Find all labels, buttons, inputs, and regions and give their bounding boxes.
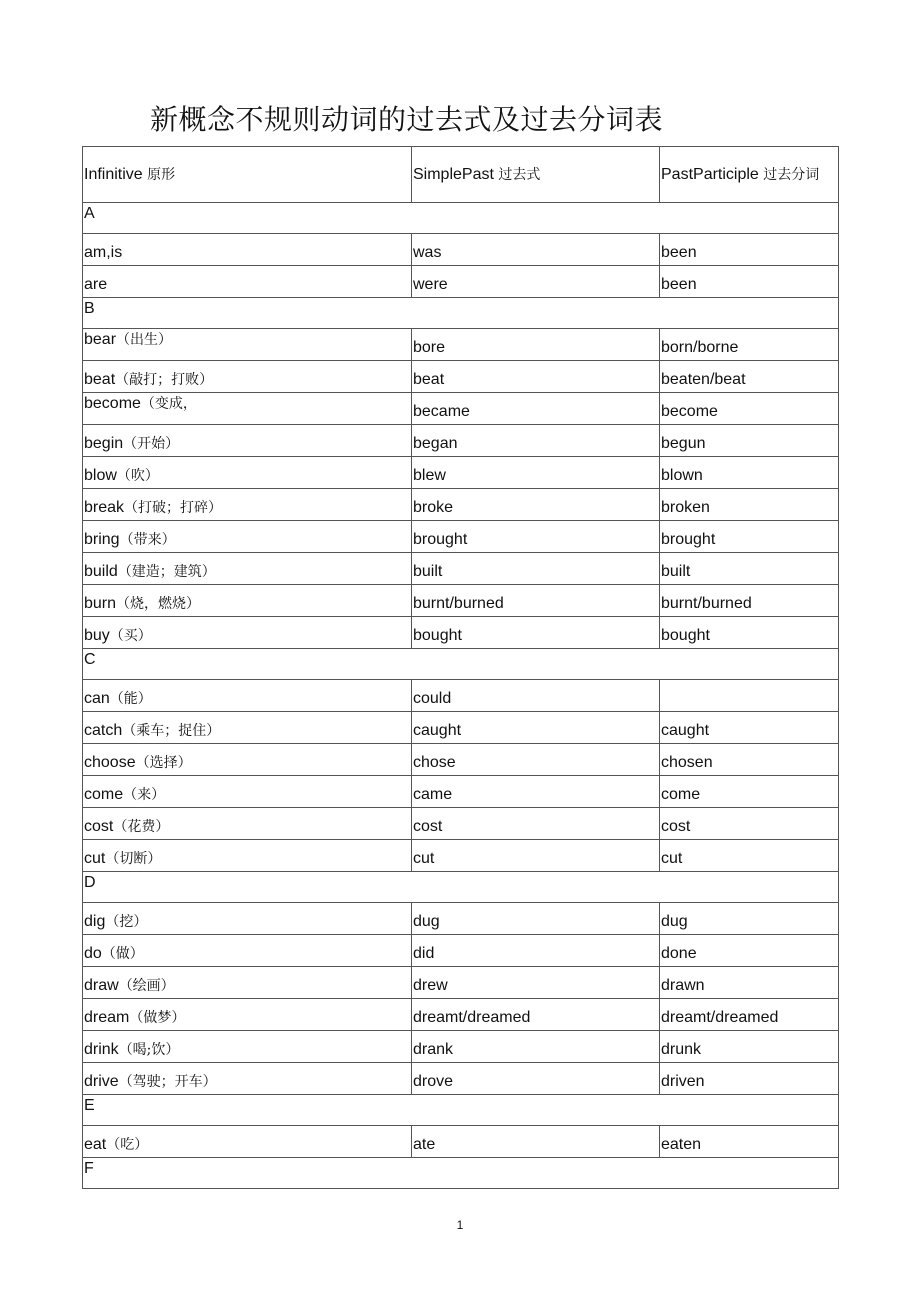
table-row bbox=[83, 266, 839, 298]
infinitive-meaning: （选择） bbox=[135, 755, 192, 771]
past-participle-cell: chosen bbox=[660, 744, 839, 776]
table-row bbox=[83, 744, 839, 776]
table-row bbox=[83, 521, 839, 553]
infinitive-text: can bbox=[84, 690, 110, 707]
infinitive-cell bbox=[83, 266, 412, 298]
table-row bbox=[83, 329, 839, 361]
infinitive-text: eat bbox=[84, 1136, 107, 1153]
infinitive-meaning: （来） bbox=[123, 787, 166, 803]
simple-past-cell: caught bbox=[412, 712, 660, 744]
infinitive-cell bbox=[83, 329, 412, 361]
infinitive-text: bear bbox=[84, 331, 117, 348]
simple-past-cell: became bbox=[412, 393, 660, 425]
infinitive-cell bbox=[83, 1031, 412, 1063]
simple-past-cell: dreamt/dreamed bbox=[412, 999, 660, 1031]
simple-past-cell: cost bbox=[412, 808, 660, 840]
table-row bbox=[83, 617, 839, 649]
simple-past-cell: drove bbox=[412, 1063, 660, 1095]
infinitive-meaning: （做） bbox=[101, 946, 144, 962]
table-row bbox=[83, 393, 839, 425]
table-row bbox=[83, 712, 839, 744]
infinitive-cell bbox=[83, 935, 412, 967]
infinitive-text: become bbox=[84, 395, 141, 412]
past-participle-cell: driven bbox=[660, 1063, 839, 1095]
past-participle-cell: become bbox=[660, 393, 839, 425]
past-participle-cell: burnt/burned bbox=[660, 585, 839, 617]
past-participle-cell: cut bbox=[660, 840, 839, 872]
infinitive-text: drive bbox=[84, 1073, 119, 1090]
table-row bbox=[83, 808, 839, 840]
section-letter-row bbox=[83, 872, 839, 903]
infinitive-meaning: （敲打；打败） bbox=[115, 372, 214, 388]
infinitive-text: do bbox=[84, 945, 102, 962]
infinitive-text: cost bbox=[84, 818, 114, 835]
infinitive-meaning: （挖） bbox=[105, 914, 148, 930]
infinitive-text: am,is bbox=[84, 244, 123, 261]
table-row bbox=[83, 1031, 839, 1063]
header-infinitive-zh: 原形 bbox=[147, 166, 176, 183]
infinitive-cell bbox=[83, 553, 412, 585]
header-past-participle-zh: 过去分词 bbox=[763, 166, 820, 183]
infinitive-meaning: （买） bbox=[109, 628, 152, 644]
section-letter-row bbox=[83, 1095, 839, 1126]
simple-past-cell: were bbox=[412, 266, 660, 298]
simple-past-cell: brought bbox=[412, 521, 660, 553]
table-row bbox=[83, 585, 839, 617]
table-row bbox=[83, 361, 839, 393]
infinitive-text: beat bbox=[84, 371, 116, 388]
table-row bbox=[83, 1063, 839, 1095]
infinitive-cell bbox=[83, 393, 412, 425]
past-participle-cell: blown bbox=[660, 457, 839, 489]
infinitive-meaning: （吹） bbox=[116, 468, 159, 484]
infinitive-cell bbox=[83, 425, 412, 457]
past-participle-cell: drawn bbox=[660, 967, 839, 999]
infinitive-cell bbox=[83, 521, 412, 553]
infinitive-meaning: （喝;饮） bbox=[118, 1042, 180, 1058]
infinitive-cell bbox=[83, 489, 412, 521]
simple-past-cell: beat bbox=[412, 361, 660, 393]
infinitive-meaning: （切断） bbox=[105, 851, 162, 867]
header-past-participle bbox=[660, 147, 839, 203]
infinitive-cell bbox=[83, 1063, 412, 1095]
past-participle-cell: drunk bbox=[660, 1031, 839, 1063]
table-row bbox=[83, 999, 839, 1031]
section-letter: E bbox=[83, 1095, 839, 1126]
table-row bbox=[83, 967, 839, 999]
infinitive-text: begin bbox=[84, 435, 124, 452]
infinitive-text: catch bbox=[84, 722, 123, 739]
table-row bbox=[83, 1126, 839, 1158]
infinitive-meaning: （驾驶；开车） bbox=[118, 1074, 217, 1090]
infinitive-cell bbox=[83, 840, 412, 872]
table-row bbox=[83, 234, 839, 266]
simple-past-cell: ate bbox=[412, 1126, 660, 1158]
infinitive-meaning: （花费） bbox=[113, 819, 170, 835]
past-participle-cell: done bbox=[660, 935, 839, 967]
simple-past-cell: bought bbox=[412, 617, 660, 649]
page-number: 1 bbox=[456, 1218, 464, 1232]
section-letter: F bbox=[83, 1158, 839, 1189]
infinitive-meaning: （能） bbox=[109, 691, 152, 707]
infinitive-cell bbox=[83, 680, 412, 712]
infinitive-meaning: （烧，燃烧） bbox=[116, 596, 201, 612]
infinitive-cell bbox=[83, 712, 412, 744]
simple-past-cell: burnt/burned bbox=[412, 585, 660, 617]
section-letter: A bbox=[83, 203, 839, 234]
infinitive-text: buy bbox=[84, 627, 110, 644]
section-letter-row bbox=[83, 649, 839, 680]
simple-past-cell: could bbox=[412, 680, 660, 712]
infinitive-cell bbox=[83, 1126, 412, 1158]
infinitive-text: draw bbox=[84, 977, 119, 994]
past-participle-cell: bought bbox=[660, 617, 839, 649]
infinitive-text: dig bbox=[84, 913, 106, 930]
simple-past-cell: did bbox=[412, 935, 660, 967]
infinitive-text: choose bbox=[84, 754, 136, 771]
infinitive-text: break bbox=[84, 499, 125, 516]
section-letter: C bbox=[83, 649, 839, 680]
infinitive-text: bring bbox=[84, 531, 120, 548]
infinitive-meaning: （打破；打碎） bbox=[124, 500, 223, 516]
page-title: 新概念不规则动词的过去式及过去分词表 bbox=[150, 103, 664, 136]
infinitive-text: burn bbox=[84, 595, 117, 612]
section-letter: B bbox=[83, 298, 839, 329]
infinitive-meaning: （带来） bbox=[119, 532, 176, 548]
table-row bbox=[83, 935, 839, 967]
infinitive-text: build bbox=[84, 563, 118, 580]
infinitive-text: dream bbox=[84, 1009, 130, 1026]
simple-past-cell: cut bbox=[412, 840, 660, 872]
simple-past-cell: chose bbox=[412, 744, 660, 776]
infinitive-meaning: （做梦） bbox=[129, 1010, 186, 1026]
infinitive-cell bbox=[83, 903, 412, 935]
simple-past-cell: built bbox=[412, 553, 660, 585]
infinitive-meaning: （建造；建筑） bbox=[117, 564, 216, 580]
header-infinitive-en: Infinitive bbox=[84, 165, 143, 183]
section-letter-row bbox=[83, 1158, 839, 1189]
table-row bbox=[83, 553, 839, 585]
table-row bbox=[83, 489, 839, 521]
simple-past-cell: came bbox=[412, 776, 660, 808]
table-row bbox=[83, 903, 839, 935]
table-header-row bbox=[83, 147, 839, 203]
infinitive-meaning: （变成， bbox=[140, 396, 197, 412]
past-participle-cell: born/borne bbox=[660, 329, 839, 361]
simple-past-cell: bore bbox=[412, 329, 660, 361]
table-row bbox=[83, 457, 839, 489]
past-participle-cell: dug bbox=[660, 903, 839, 935]
past-participle-cell: come bbox=[660, 776, 839, 808]
section-letter-row bbox=[83, 298, 839, 329]
simple-past-cell: began bbox=[412, 425, 660, 457]
past-participle-cell: caught bbox=[660, 712, 839, 744]
past-participle-cell bbox=[660, 680, 839, 712]
past-participle-cell: cost bbox=[660, 808, 839, 840]
past-participle-cell: built bbox=[660, 553, 839, 585]
past-participle-cell: been bbox=[660, 234, 839, 266]
infinitive-cell bbox=[83, 457, 412, 489]
simple-past-cell: was bbox=[412, 234, 660, 266]
infinitive-text: come bbox=[84, 786, 124, 803]
past-participle-cell: dreamt/dreamed bbox=[660, 999, 839, 1031]
table-row bbox=[83, 425, 839, 457]
header-simple-past bbox=[412, 147, 660, 203]
infinitive-cell bbox=[83, 967, 412, 999]
past-participle-cell: eaten bbox=[660, 1126, 839, 1158]
infinitive-meaning: （开始） bbox=[123, 436, 180, 452]
section-letter: D bbox=[83, 872, 839, 903]
past-participle-cell: been bbox=[660, 266, 839, 298]
infinitive-text: blow bbox=[84, 467, 117, 484]
header-past-participle-en: PastParticiple bbox=[661, 165, 759, 183]
header-simple-past-en: SimplePast bbox=[413, 165, 494, 183]
simple-past-cell: dug bbox=[412, 903, 660, 935]
past-participle-cell: brought bbox=[660, 521, 839, 553]
past-participle-cell: broken bbox=[660, 489, 839, 521]
simple-past-cell: drew bbox=[412, 967, 660, 999]
simple-past-cell: drank bbox=[412, 1031, 660, 1063]
infinitive-cell bbox=[83, 585, 412, 617]
infinitive-text: cut bbox=[84, 850, 106, 867]
infinitive-text: drink bbox=[84, 1041, 119, 1058]
infinitive-meaning: （出生） bbox=[116, 332, 173, 348]
past-participle-cell: begun bbox=[660, 425, 839, 457]
infinitive-cell bbox=[83, 999, 412, 1031]
infinitive-text: are bbox=[84, 276, 108, 293]
infinitive-meaning: （乘车；捉住） bbox=[122, 723, 221, 739]
infinitive-cell bbox=[83, 776, 412, 808]
section-letter-row bbox=[83, 203, 839, 234]
table-row bbox=[83, 776, 839, 808]
infinitive-cell bbox=[83, 617, 412, 649]
header-infinitive bbox=[83, 147, 412, 203]
infinitive-meaning: （吃） bbox=[106, 1137, 149, 1153]
simple-past-cell: broke bbox=[412, 489, 660, 521]
infinitive-cell bbox=[83, 808, 412, 840]
table-row bbox=[83, 680, 839, 712]
verb-table bbox=[82, 146, 839, 1189]
header-simple-past-zh: 过去式 bbox=[498, 166, 541, 183]
infinitive-meaning: （绘画） bbox=[118, 978, 175, 994]
table-row bbox=[83, 840, 839, 872]
infinitive-cell bbox=[83, 234, 412, 266]
infinitive-cell bbox=[83, 744, 412, 776]
simple-past-cell: blew bbox=[412, 457, 660, 489]
past-participle-cell: beaten/beat bbox=[660, 361, 839, 393]
infinitive-cell bbox=[83, 361, 412, 393]
